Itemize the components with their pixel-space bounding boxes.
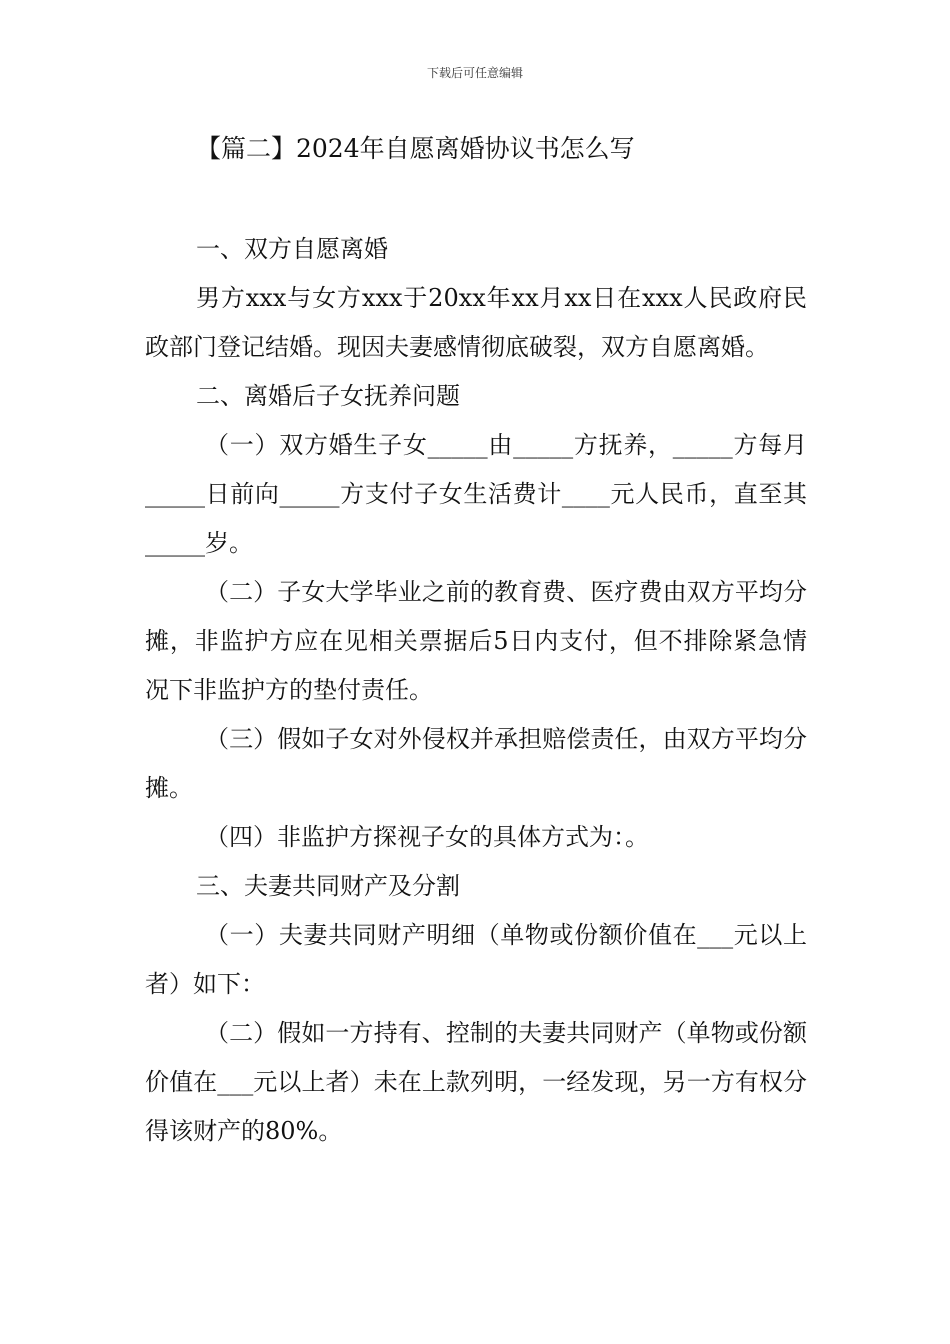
paragraph-property-list: （一）夫妻共同财产明细（单物或份额价值在___元以上者）如下： xyxy=(145,921,807,998)
paragraph-education-costs: （二）子女大学毕业之前的教育费、医疗费由双方平均分摊，非监护方应在见相关票据后5日内支付，但不排除紧急情况下非监护方的垫付责任。 xyxy=(145,578,807,704)
section-heading-3: 三、夫妻共同财产及分割 xyxy=(196,872,460,900)
page-header-note: 下载后可任意编辑 xyxy=(426,66,523,80)
paragraph-child-custody: （一）双方婚生子女_____由_____方抚养，_____方每月_____日前向_____方支付子女生活费计____元人民币，直至其_____岁。 xyxy=(145,431,807,557)
paragraph-marriage-registration: 男方xxx与女方xxx于20xx年xx月xx日在xxx人民政府民政部门登记结婚。现因夫妻感情彻底破裂，双方自愿离婚。 xyxy=(145,284,807,361)
document-body xyxy=(145,225,807,1156)
section-heading-2: 二、离婚后子女抚养问题 xyxy=(196,382,460,410)
document-title: 【篇二】2024年自愿离婚协议书怎么写 xyxy=(196,134,635,163)
section-heading-1: 一、双方自愿离婚 xyxy=(196,235,388,263)
paragraph-undisclosed-property: （二）假如一方持有、控制的夫妻共同财产（单物或份额价值在___元以上者）未在上款列明，一经发现，另一方有权分得该财产的80%。 xyxy=(145,1019,807,1145)
paragraph-tort-liability: （三）假如子女对外侵权并承担赔偿责任，由双方平均分摊。 xyxy=(145,725,807,802)
paragraph-visitation: （四）非监护方探视子女的具体方式为：。 xyxy=(205,823,649,851)
